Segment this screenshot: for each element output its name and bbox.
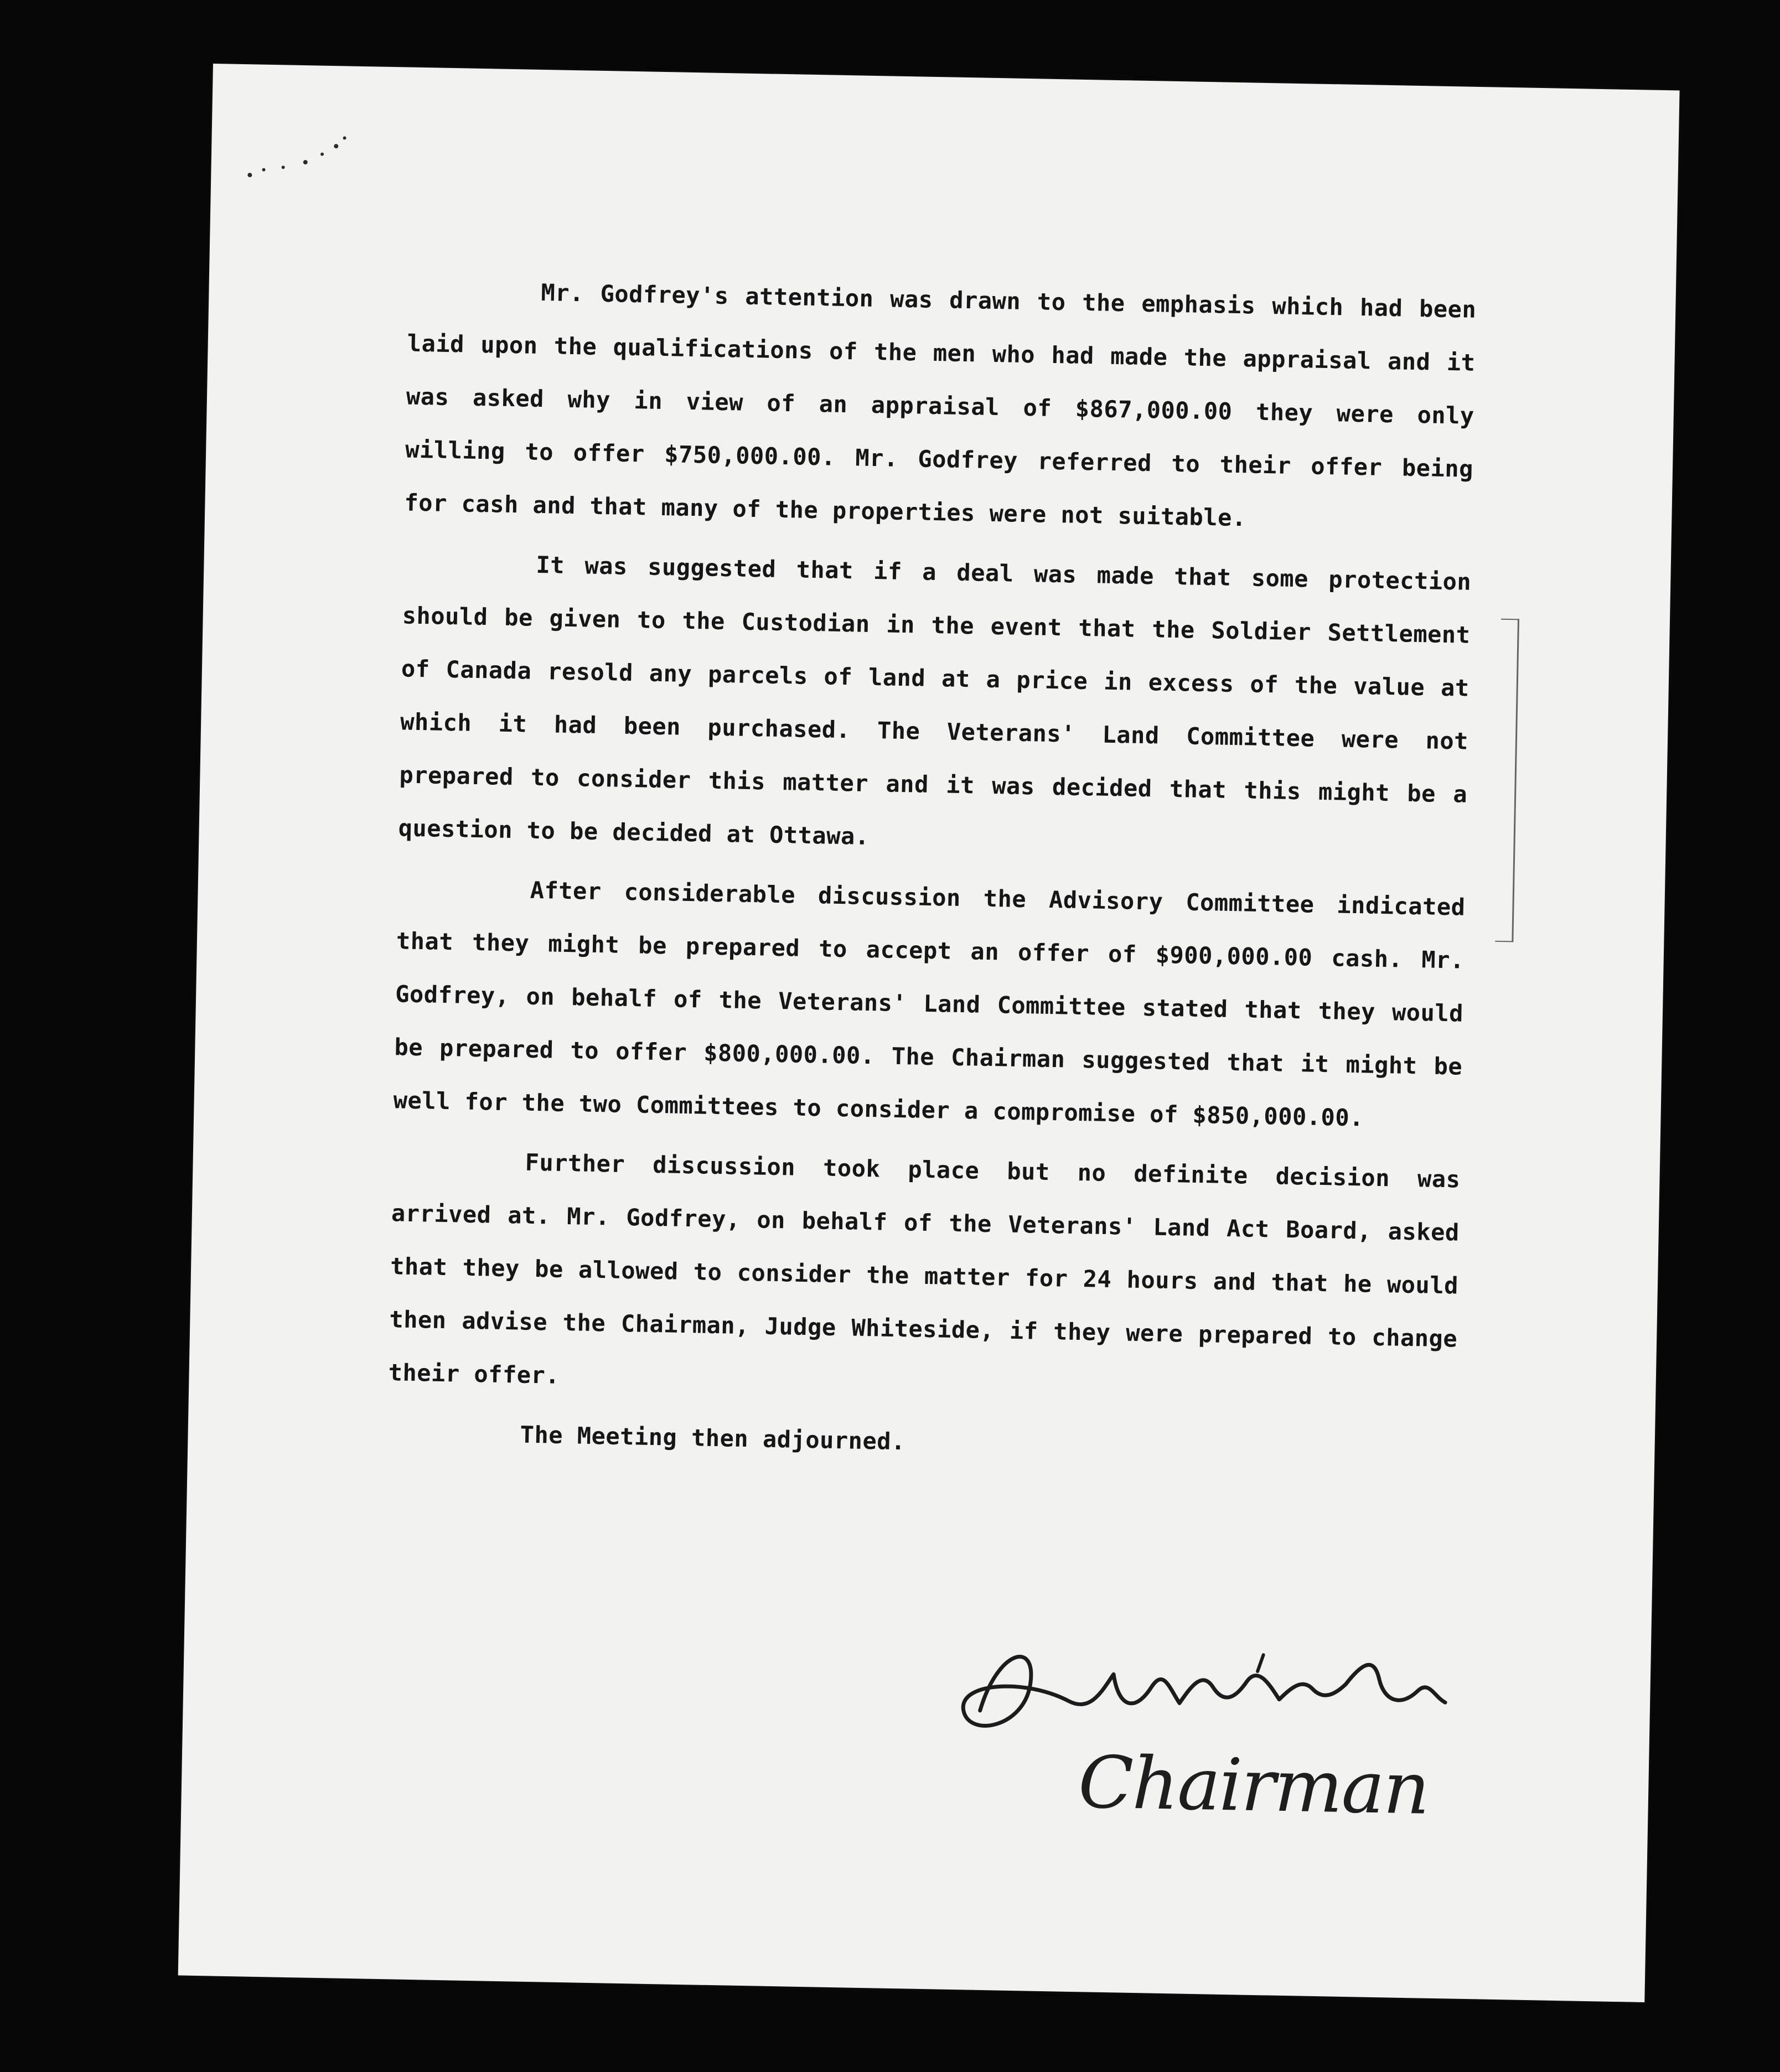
typed-minutes [387,264,1477,1485]
signature-title: Chairman [1077,1740,1430,1831]
paragraph-offers: After considerable discussion the Advisory Committee indicated that they might be prepared to accept an offer of $900,000.00 cash. Mr. Godfrey, on behalf of the Veterans' Land Committee stated that they would be prepared to offer $800,000.00. The Chairman suggested that it might be well for the two Committees to consider a compromise of $850,000.00. [393,876,1466,1132]
ink-specks [233,86,368,199]
paragraph-appraisal: Mr. Godfrey's attention was drawn to the emphasis which had been laid upon the qualifications of the men who had made the appraisal and it was asked why in view of an appraisal of $867,000.00 they were only willing to offer $750,000.00. Mr. Godfrey referred to their offer being for cash and that many of the properties were not suitable. [404,278,1477,532]
closing-line: The Meeting then adjourned. [520,1421,906,1455]
paper-sheet [178,64,1680,2002]
paragraph-further-discussion: Further discussion took place but no definite decision was arrived at. Mr. Godfrey, on behalf of the Veterans' Land Act Board, asked that they be allowed to consider the matter for 24 hours and that he would then advise the Chairman, Judge Whiteside, if they were prepared to change their offer. [388,1148,1461,1389]
margin-bracket [1495,619,1519,942]
paragraph-protection: It was suggested that if a deal was made that some protection should be given to the Custodian in the event that the Soldier Settlement of Canada resold any parcels of land at a price in excess of the value at which it had been purchased. The Veterans' Land Committee were not prepared to consider this matter and it was decided that this might be a question to be decided at Ottawa. [398,551,1472,850]
